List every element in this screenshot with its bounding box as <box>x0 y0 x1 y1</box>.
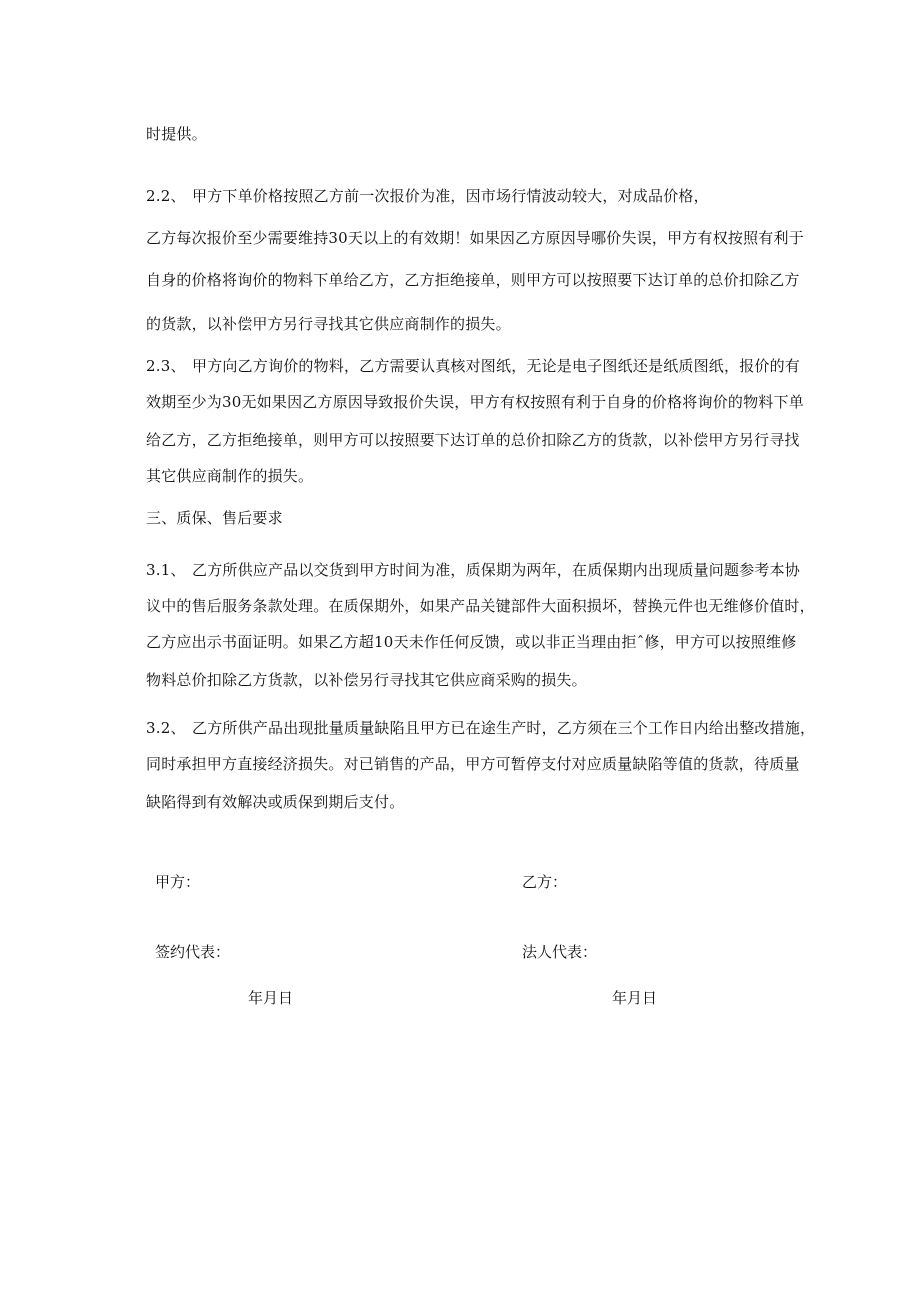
text-line <box>146 466 313 486</box>
party-b-representative-label: 法人代表： <box>522 943 598 961</box>
line-text: 效期至少为30无如果因乙方原因导致报价失误，甲方有权按照有利于自身的价格将询价的物料下单 <box>146 393 804 411</box>
clause-number: 2.3、 <box>146 357 186 375</box>
line-text: 甲方向乙方询价的物料，乙方需要认真核对图纸，无论是电子图纸还是纸质图纸，报价的有 <box>192 357 801 375</box>
line-text: 其它供应商制作的损失。 <box>146 467 314 485</box>
line-text: 乙方所供应产品以交货到甲方时间为准，质保期为两年，在质保期内出现质量问题参考本协 <box>192 561 801 579</box>
line-text: 乙方每次报价至少需要维持30天以上的有效期！如果因乙方原因导哪价失误，甲方有权按照有利于 <box>146 229 804 247</box>
text-line <box>146 392 804 412</box>
clause-number: 3.1、 <box>146 561 186 579</box>
line-text: 自身的价格将询价的物料下单给乙方，乙方拒绝接单，则甲方可以按照要下达订单的总价扣除乙方 <box>146 271 800 289</box>
line-text: 甲方下单价格按照乙方前一次报价为准，因市场行情波动较大，对成品价格， <box>192 187 709 205</box>
text-line <box>146 314 511 334</box>
clause-2-3 <box>146 356 800 376</box>
party-a-label: 甲方： <box>155 873 201 891</box>
clause-2-2 <box>146 186 709 206</box>
line-text: 缺陷得到有效解决或质保到期后支付。 <box>146 793 405 811</box>
clause-3-2 <box>146 718 815 738</box>
line-text: 物料总价扣除乙方货款，以补偿另行寻找其它供应商采购的损失。 <box>146 671 587 689</box>
line-text: 给乙方，乙方拒绝接单，则甲方可以按照要下达订单的总价扣除乙方的货款，以补偿甲方另行寻找 <box>146 431 800 449</box>
clause-number: 3.2、 <box>146 719 186 737</box>
section-title: 三、质保、售后要求 <box>146 509 283 527</box>
clause-3-1 <box>146 560 800 580</box>
line-text: 乙方所供产品出现批量质量缺陷且甲方已在途生产时，乙方须在三个工作日内给出整改措施， <box>192 719 816 737</box>
party-b-date: 年月日 <box>612 989 658 1007</box>
line-text: 乙方应出示书面证明。如果乙方超10天未作任何反馈，或以非正当理由拒ˆ修，甲方可以按照维修 <box>146 633 797 651</box>
text-line <box>146 270 800 290</box>
text-line <box>146 596 815 616</box>
line-text: 时提供。 <box>146 125 207 143</box>
text-line <box>146 430 800 450</box>
text-line <box>146 754 800 774</box>
line-text: 议中的售后服务条款处理。在质保期外，如果产品关键部件大面积损坏，替换元件也无维修价值时， <box>146 597 815 615</box>
line-text: 同时承担甲方直接经济损失。对已销售的产品，甲方可暂停支付对应质量缺陷等值的货款，待质量 <box>146 755 800 773</box>
text-line <box>146 792 404 812</box>
party-a-representative-label: 签约代表： <box>155 943 231 961</box>
text-line <box>146 670 587 690</box>
line-text: 的货款，以补偿甲方另行寻找其它供应商制作的损失。 <box>146 315 511 333</box>
party-a-date: 年月日 <box>248 989 294 1007</box>
section-heading <box>146 508 283 528</box>
party-b-label: 乙方： <box>522 873 568 891</box>
clause-number: 2.2、 <box>146 187 186 205</box>
text-line <box>146 124 207 144</box>
text-line <box>146 228 804 248</box>
text-line <box>146 632 796 652</box>
